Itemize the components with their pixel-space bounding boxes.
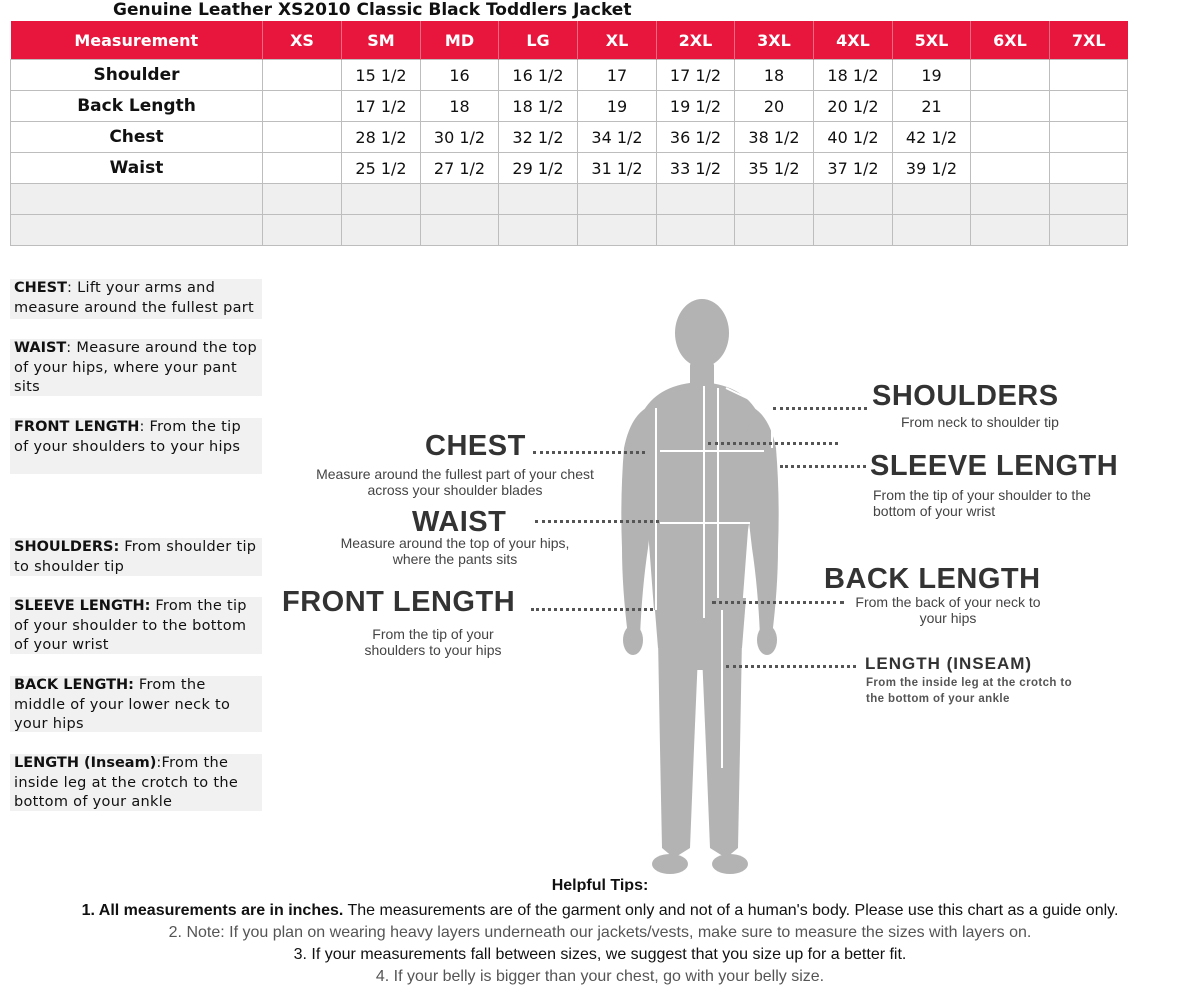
waist-leader-line [535, 520, 659, 523]
shoulders-leader-line [773, 407, 867, 410]
header-size: 3XL [735, 21, 814, 60]
diagram-desc-waist: Measure around the top of your hips, where the pants sits [340, 535, 570, 567]
table-cell: 28 1/2 [342, 122, 421, 153]
table-row [11, 184, 1128, 215]
table-header-row [11, 21, 1128, 60]
table-cell [1050, 153, 1128, 184]
diagram-desc-chest: Measure around the fullest part of your chest across your shoulder blades [316, 466, 594, 498]
table-cell [263, 215, 342, 246]
note-chest: CHEST: Lift your arms and measure around the fullest part [10, 279, 262, 319]
table-cell: 21 [893, 91, 971, 122]
table-cell [263, 60, 342, 91]
body-silhouette-icon [600, 298, 800, 878]
header-size: XL [578, 21, 657, 60]
table-cell: 16 [421, 60, 499, 91]
table-cell: 20 1/2 [814, 91, 893, 122]
header-size: 2XL [657, 21, 735, 60]
chest-leader-line [533, 451, 645, 454]
table-cell: 18 1/2 [499, 91, 578, 122]
diagram-desc-shoulders: From neck to shoulder tip [901, 414, 1059, 430]
header-measurement: Measurement [11, 21, 263, 60]
note-sleeve-length: SLEEVE LENGTH: From the tip of your shoulder to the bottom of your wrist [10, 597, 262, 654]
header-size: XS [263, 21, 342, 60]
table-cell: 40 1/2 [814, 122, 893, 153]
table-cell: 15 1/2 [342, 60, 421, 91]
table-cell: 19 1/2 [657, 91, 735, 122]
header-size: 4XL [814, 21, 893, 60]
front-length-leader-line [531, 608, 653, 611]
header-size: 7XL [1050, 21, 1128, 60]
table-cell [421, 184, 499, 215]
table-row [11, 122, 1128, 153]
table-cell [578, 184, 657, 215]
table-cell [499, 215, 578, 246]
table-cell [893, 184, 971, 215]
table-cell [971, 153, 1050, 184]
header-size: 6XL [971, 21, 1050, 60]
chest-leader-line-right [708, 442, 838, 445]
table-cell [1050, 122, 1128, 153]
tips-heading: Helpful Tips: [551, 878, 649, 892]
table-cell: 25 1/2 [342, 153, 421, 184]
table-cell: 27 1/2 [421, 153, 499, 184]
table-cell [263, 184, 342, 215]
table-cell [263, 91, 342, 122]
diagram-label-inseam: LENGTH (INSEAM) [865, 654, 1033, 673]
table-cell [971, 122, 1050, 153]
table-cell: 36 1/2 [657, 122, 735, 153]
table-cell [1050, 184, 1128, 215]
row-label: Shoulder [11, 60, 263, 91]
table-cell [342, 215, 421, 246]
table-cell [263, 153, 342, 184]
table-cell: 37 1/2 [814, 153, 893, 184]
diagram-label-front-length: FRONT LENGTH [282, 586, 516, 618]
table-cell: 17 1/2 [342, 91, 421, 122]
table-cell [499, 184, 578, 215]
table-cell [814, 184, 893, 215]
table-cell [735, 184, 814, 215]
header-size: MD [421, 21, 499, 60]
diagram-label-sleeve: SLEEVE LENGTH [870, 450, 1119, 482]
tip-2: 2. Note: If you plan on wearing heavy layers underneath our jackets/vests, make sure to measure the sizes with layers on. [168, 924, 1032, 941]
diagram-desc-inseam: From the inside leg at the crotch to the bottom of your ankle [866, 677, 1073, 705]
table-cell [1050, 60, 1128, 91]
table-cell [735, 215, 814, 246]
row-label [11, 215, 263, 246]
table-cell [578, 215, 657, 246]
diagram-label-shoulders: SHOULDERS [872, 380, 1059, 412]
table-row [11, 60, 1128, 91]
table-cell: 18 [735, 60, 814, 91]
table-cell [814, 215, 893, 246]
size-chart-table [10, 21, 1128, 246]
note-shoulders: SHOULDERS: From shoulder tip to shoulder tip [10, 538, 262, 576]
table-cell: 39 1/2 [893, 153, 971, 184]
note-back-length: BACK LENGTH: From the middle of your lower neck to your hips [10, 676, 262, 732]
tip-4: 4. If your belly is bigger than your chest, go with your belly size. [375, 968, 825, 985]
table-cell: 18 [421, 91, 499, 122]
header-size: SM [342, 21, 421, 60]
table-cell: 17 1/2 [657, 60, 735, 91]
table-cell [657, 184, 735, 215]
table-cell [971, 60, 1050, 91]
table-cell [893, 215, 971, 246]
table-cell [971, 215, 1050, 246]
table-cell: 19 [893, 60, 971, 91]
table-cell [971, 91, 1050, 122]
table-cell [1050, 215, 1128, 246]
table-cell [342, 184, 421, 215]
inseam-leader-line [726, 665, 856, 668]
row-label: Back Length [11, 91, 263, 122]
table-cell [1050, 91, 1128, 122]
diagram-desc-back-length: From the back of your neck to your hips [855, 594, 1041, 626]
table-cell [421, 215, 499, 246]
table-cell: 35 1/2 [735, 153, 814, 184]
diagram-label-waist: WAIST [412, 506, 507, 538]
row-label [11, 184, 263, 215]
table-cell: 17 [578, 60, 657, 91]
table-cell: 38 1/2 [735, 122, 814, 153]
table-cell [971, 184, 1050, 215]
note-front-length: FRONT LENGTH: From the tip of your shoulders to your hips [10, 418, 262, 474]
diagram-label-chest: CHEST [425, 430, 526, 462]
table-cell: 29 1/2 [499, 153, 578, 184]
table-cell: 42 1/2 [893, 122, 971, 153]
page-title: Genuine Leather XS2010 Classic Black Toddlers Jacket [113, 0, 632, 20]
table-cell: 18 1/2 [814, 60, 893, 91]
back-length-leader-line [712, 601, 844, 604]
note-inseam: LENGTH (Inseam):From the inside leg at the crotch to the bottom of your ankle [10, 754, 262, 811]
table-cell: 19 [578, 91, 657, 122]
table-row [11, 153, 1128, 184]
table-cell: 33 1/2 [657, 153, 735, 184]
table-cell [263, 122, 342, 153]
row-label: Waist [11, 153, 263, 184]
note-waist: WAIST: Measure around the top of your hips, where your pant sits [10, 339, 262, 396]
table-cell: 34 1/2 [578, 122, 657, 153]
table-row [11, 91, 1128, 122]
sleeve-leader-line [780, 465, 866, 468]
tip-1: 1. All measurements are in inches. The measurements are of the garment only and not of a human's body. Please use this chart as a guide only. [81, 902, 1119, 919]
row-label: Chest [11, 122, 263, 153]
tip-3: 3. If your measurements fall between sizes, we suggest that you size up for a better fit. [293, 946, 907, 963]
header-size: 5XL [893, 21, 971, 60]
header-size: LG [499, 21, 578, 60]
table-cell: 16 1/2 [499, 60, 578, 91]
diagram-desc-sleeve: From the tip of your shoulder to the bottom of your wrist [873, 487, 1091, 519]
table-cell: 32 1/2 [499, 122, 578, 153]
diagram-desc-front-length: From the tip of your shoulders to your hips [364, 626, 502, 658]
table-cell [657, 215, 735, 246]
table-row [11, 215, 1128, 246]
diagram-label-back-length: BACK LENGTH [824, 563, 1041, 595]
table-cell: 20 [735, 91, 814, 122]
table-cell: 30 1/2 [421, 122, 499, 153]
table-cell: 31 1/2 [578, 153, 657, 184]
